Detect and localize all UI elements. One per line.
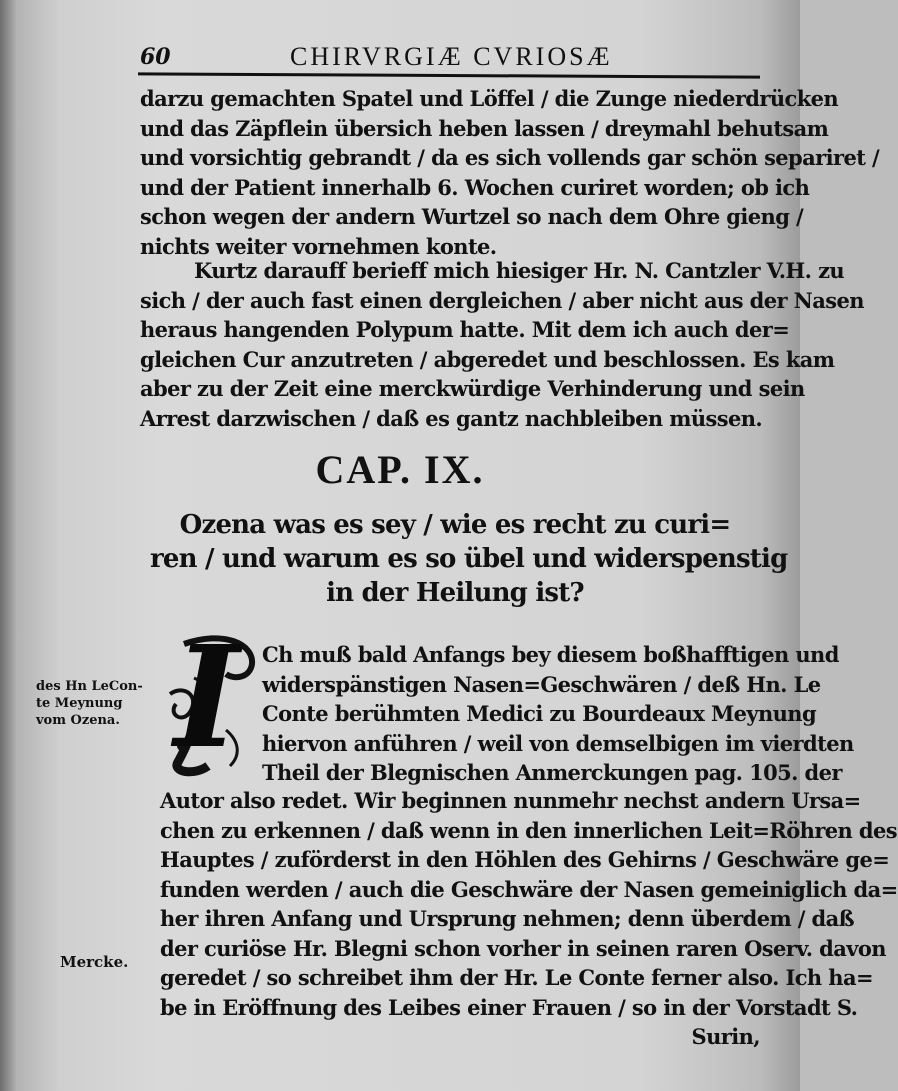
text-line: Autor also redet. Wir beginnen nunmehr nechst andern Ursa=	[160, 788, 861, 813]
text-line: geredet / so schreibet ihm der Hr. Le Conte ferner also. Ich ha=	[160, 965, 873, 990]
decorated-initial	[164, 616, 260, 780]
paragraph-3-indented	[262, 640, 854, 788]
paragraph-1	[140, 84, 880, 261]
catchword: Surin,	[691, 1024, 760, 1049]
text-line: sich / der auch fast einen dergleichen / aber nicht aus der Nasen	[140, 287, 864, 313]
margin-note-mercke: Mercke.	[60, 953, 129, 971]
chapter-title	[150, 508, 788, 610]
text-line: be in Eröffnung des Leibes einer Frauen / so in der Vorstadt S.	[160, 994, 858, 1020]
text-line: Conte berühmten Medici zu Bourdeaux Meynung	[262, 701, 817, 726]
running-title: CHIRVRGIÆ CVRIOSÆ	[290, 42, 613, 71]
text-line: chen zu erkennen / daß wenn in den innerlichen Leit=Röhren des	[160, 817, 898, 843]
chapter-title-line: in der Heilung ist?	[326, 578, 584, 608]
text-line: Kurtz darauff berieff mich hiesiger Hr. N. Cantzler V.H. zu	[194, 258, 845, 283]
margin-note-lecomte	[36, 678, 143, 729]
text-line: der curiöse Hr. Blegni schon vorher in seinen raren Oserv. davon	[160, 935, 886, 961]
margin-note-line: te Meynung	[36, 696, 123, 711]
initial-letter: I	[174, 616, 240, 780]
text-line: schon wegen der andern Wurtzel so nach dem Ohre gieng /	[140, 204, 804, 229]
text-line: aber zu der Zeit eine merckwürdige Verhinderung und sein	[140, 376, 805, 401]
text-line: Theil der Blegnischen Anmerckungen pag. 105. der	[262, 760, 842, 785]
page-gutter-shadow	[0, 0, 18, 1091]
text-line: gleichen Cur anzutreten / abgeredet und beschlossen. Es kam	[140, 346, 835, 372]
text-line: funden werden / auch die Geschwäre der Nasen gemeiniglich da=	[160, 876, 898, 902]
text-line: und vorsichtig gebrandt / da es sich vollends gar schön separiret /	[140, 145, 880, 170]
text-line: Hauptes / zuförderst in den Höhlen des Gehirns / Geschwäre ge=	[160, 847, 890, 872]
text-line: Arrest darzwischen / daß es gantz nachbleiben müssen.	[140, 405, 763, 431]
page-number: 60	[140, 44, 171, 70]
margin-note-line: vom Ozena.	[36, 713, 120, 728]
text-line: darzu gemachten Spatel und Löffel / die Zunge niederdrücken	[140, 86, 839, 111]
paragraph-2	[140, 256, 864, 433]
text-line: Ch muß bald Anfangs bey diesem boßhafftigen und	[262, 642, 839, 667]
text-line: hiervon anführen / weil von demselbigen im vierdten	[262, 730, 854, 756]
margin-note-line: des Hn LeCon-	[36, 679, 143, 694]
text-line: her ihren Anfang und Ursprung nehmen; denn überdem / daß	[160, 906, 855, 931]
page-header	[140, 40, 760, 74]
paragraph-3-body	[160, 786, 898, 1052]
chapter-title-line: Ozena was es sey / wie es recht zu curi=	[179, 510, 731, 540]
chapter-title-line: ren / und warum es so übel und widerspenstig	[150, 544, 788, 574]
text-line: widerspänstigen Nasen=Geschwären / deß Hn. Le	[262, 671, 821, 697]
text-line: heraus hangenden Polypum hatte. Mit dem ich auch der=	[140, 317, 790, 342]
chapter-heading: CAP. IX.	[315, 447, 485, 492]
text-line: und der Patient innerhalb 6. Wochen curiret worden; ob ich	[140, 174, 810, 200]
text-line: nichts weiter vornehmen konte.	[140, 233, 497, 259]
text-line: und das Zäpflein übersich heben lassen / dreymahl behutsam	[140, 115, 829, 141]
